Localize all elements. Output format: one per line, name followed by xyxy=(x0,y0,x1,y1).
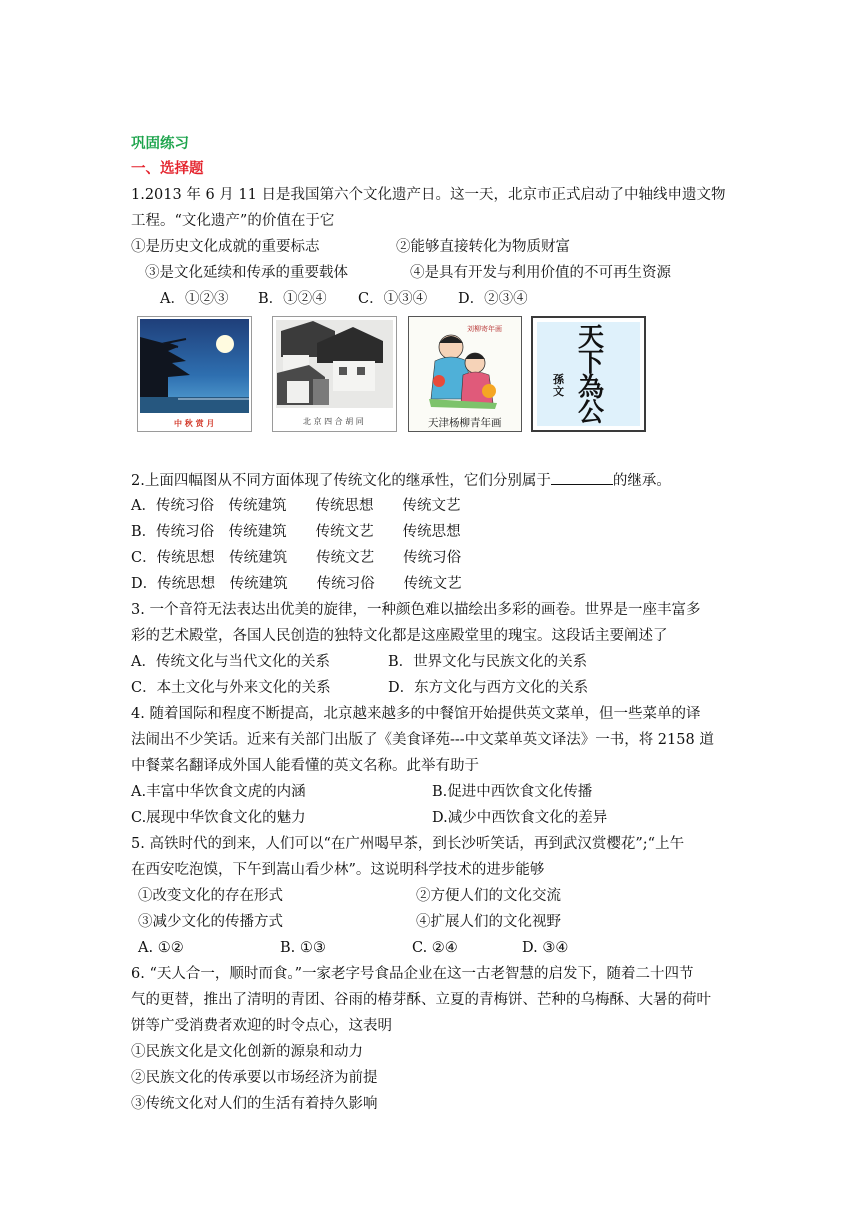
mid-autumn-moon-image xyxy=(137,316,252,432)
q1-statement-2: ②能够直接转化为物质财富 xyxy=(396,239,570,255)
question-6-line-3: 饼等广受消费者欢迎的时令点心，这表明 xyxy=(131,1018,392,1034)
q2-option-c: C．传统思想 传统建筑 传统文艺 传统习俗 xyxy=(131,550,462,566)
question-2-stem-after: 的继承。 xyxy=(612,473,671,489)
question-2-stem-before: 2.上面四幅图从不同方面体现了传统文化的继承性，它们分别属于 xyxy=(131,473,551,489)
question-6-line-2: 气的更替，推出了清明的青团、谷雨的椿芽酥、立夏的青梅饼、芒种的乌梅酥、大暑的荷叶 xyxy=(131,992,711,1008)
picture-2-caption: 北 京 四 合 胡 同 xyxy=(303,417,364,426)
picture-3-top-text: 刘柳寄年画 xyxy=(467,325,502,333)
question-3-line-2: 彩的艺术殿堂，各国人民创造的独特文化都是这座殿堂里的瑰宝。这段话主要阐述了 xyxy=(131,628,668,644)
q2-option-b: B．传统习俗 传统建筑 传统文艺 传统思想 xyxy=(131,524,461,540)
q5-option-c: C. ②④ xyxy=(412,940,458,956)
q1-option-c: C．①③④ xyxy=(358,291,428,307)
question-4-line-3: 中餐菜名翻译成外国人能看懂的英文名称。此举有助于 xyxy=(131,758,479,774)
q4-option-a: A.丰富中华饮食文虎的内涵 xyxy=(131,784,306,800)
q2-option-d: D．传统思想 传统建筑 传统习俗 传统文艺 xyxy=(131,576,462,592)
q2-option-a: A．传统习俗 传统建筑 传统思想 传统文艺 xyxy=(131,498,461,514)
section-heading: 一、选择题 xyxy=(131,161,204,177)
question-4-line-2: 法闹出不少笑话。近来有关部门出版了《美食译苑---中文菜单英文译法》一书，将 2158 道 xyxy=(131,732,714,748)
calligraphy-signature: 孫文 xyxy=(553,373,564,398)
q5-statement-2: ②方便人们的文化交流 xyxy=(416,888,561,904)
q5-statement-4: ④扩展人们的文化视野 xyxy=(416,914,561,930)
picture-3-caption: 天津杨柳青年画 xyxy=(428,417,502,429)
q4-option-b: B.促进中西饮食文化传播 xyxy=(432,784,593,800)
q6-statement-1: ①民族文化是文化创新的源泉和动力 xyxy=(131,1044,363,1060)
q3-option-b: B．世界文化与民族文化的关系 xyxy=(388,654,588,670)
q1-statement-4: ④是具有开发与利用价值的不可再生资源 xyxy=(410,265,671,281)
q5-statement-1: ①改变文化的存在形式 xyxy=(138,888,283,904)
q1-statement-1: ①是历史文化成就的重要标志 xyxy=(131,239,320,255)
question-5-line-1: 5. 高铁时代的到来，人们可以“在广州喝早茶，到长沙听笑话，再到武汉赏樱花”;“上午 xyxy=(131,836,685,852)
q1-option-d: D．②③④ xyxy=(458,291,528,307)
q5-option-a: A. ①② xyxy=(138,940,184,956)
question-2-stem xyxy=(131,470,671,491)
q1-option-b: B．①②④ xyxy=(258,291,327,307)
yangliuqing-new-year-painting-image xyxy=(408,316,522,432)
q1-statement-3: ③是文化延续和传承的重要载体 xyxy=(145,265,348,281)
question-1-line-1: 1.2013 年 6 月 11 日是我国第六个文化遗产日。这一天，北京市正式启动了中轴线申遗文物 xyxy=(131,187,726,203)
calligraphy-text: 天下為公 xyxy=(577,323,604,428)
q1-option-a: A．①②③ xyxy=(160,291,229,307)
question-3-line-1: 3. 一个音符无法表达出优美的旋律，一种颜色难以描绘出多彩的画卷。世界是一座丰富多 xyxy=(131,602,701,618)
answer-blank xyxy=(551,470,613,485)
q6-statement-3: ③传统文化对人们的生活有着持久影响 xyxy=(131,1096,378,1112)
question-5-line-2: 在西安吃泡馍，下午到嵩山看少林”。这说明科学技术的进步能够 xyxy=(131,862,545,878)
q5-option-b: B. ①③ xyxy=(280,940,326,956)
picture-1-caption: 中 秋 赏 月 xyxy=(174,419,215,428)
question-4-line-1: 4. 随着国际和程度不断提高，北京越来越多的中餐馆开始提供英文菜单，但一些菜单的译 xyxy=(131,706,701,722)
question-6-line-1: 6. “天人合一，顺时而食。”一家老字号食品企业在这一古老智慧的启发下，随着二十四节 xyxy=(131,966,694,982)
q6-statement-2: ②民族文化的传承要以市场经济为前提 xyxy=(131,1070,378,1086)
beijing-hutong-image xyxy=(272,316,397,432)
section-title: 巩固练习 xyxy=(131,136,189,152)
q3-option-c: C．本土文化与外来文化的关系 xyxy=(131,680,331,696)
q3-option-a: A．传统文化与当代文化的关系 xyxy=(131,654,330,670)
q5-statement-3: ③减少文化的传播方式 xyxy=(138,914,283,930)
q4-option-c: C.展现中华饮食文化的魅力 xyxy=(131,810,306,826)
q3-option-d: D．东方文化与西方文化的关系 xyxy=(388,680,589,696)
calligraphy-image xyxy=(531,316,646,432)
q5-option-d: D. ③④ xyxy=(522,940,569,956)
question-1-line-2: 工程。“文化遗产”的价值在于它 xyxy=(131,213,335,229)
q4-option-d: D.减少中西饮食文化的差异 xyxy=(432,810,608,826)
